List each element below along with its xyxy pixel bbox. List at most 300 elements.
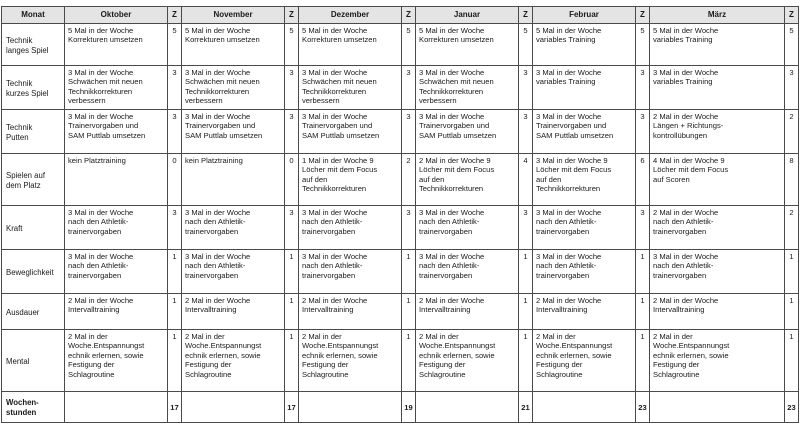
plan-cell-line: nach den Athletik- (302, 217, 363, 227)
plan-cell-line: SAM Puttlab umsetzen (185, 130, 263, 140)
row-label-line: Spielen auf (6, 170, 46, 180)
plan-cell (65, 330, 168, 392)
plan-cell-line: Intervalltraining (536, 305, 588, 315)
z-value: 3 (636, 66, 650, 110)
z-value: 0 (168, 154, 182, 206)
sum-empty-cell (650, 392, 785, 423)
plan-cell-line: Intervalltraining (302, 305, 354, 315)
header-z: Z (785, 7, 799, 24)
plan-cell-line: Trainervorgaben und (68, 121, 139, 131)
z-value: 4 (519, 154, 533, 206)
z-value: 3 (285, 206, 299, 250)
row-label (2, 250, 65, 294)
plan-cell-line: Technikkorrekturen (419, 184, 484, 194)
sum-empty-cell (533, 392, 636, 423)
plan-cell (182, 66, 285, 110)
plan-cell (299, 110, 402, 154)
sum-row (2, 392, 799, 423)
plan-cell (416, 154, 519, 206)
plan-cell-line: SAM Puttlab umsetzen (536, 130, 614, 140)
plan-cell-line: Festigung der (419, 360, 466, 370)
plan-cell-line: echnik erlernen, sowie (185, 350, 261, 360)
z-value: 1 (168, 330, 182, 392)
plan-cell-line: Technikkorrekturen (302, 184, 367, 194)
training-plan-table (1, 6, 799, 423)
plan-cell-line: trainervorgaben (185, 226, 239, 236)
plan-cell-line: auf Scoren (653, 174, 690, 184)
plan-cell (416, 206, 519, 250)
plan-cell-line: trainervorgaben (653, 226, 707, 236)
plan-cell-line: 2 Mal in der Woche (653, 112, 719, 121)
plan-cell-line: 3 Mal in der Woche (302, 112, 368, 121)
z-value: 3 (519, 66, 533, 110)
z-value: 5 (785, 24, 799, 66)
plan-cell-line: 3 Mal in der Woche (68, 208, 134, 217)
plan-cell-line: SAM Puttlab umsetzen (302, 130, 380, 140)
z-value: 0 (285, 154, 299, 206)
plan-cell (416, 66, 519, 110)
plan-cell-line: Löcher mit dem Focus (536, 165, 612, 175)
plan-cell-line: Schlagroutine (536, 369, 583, 379)
plan-cell-line: nach den Athletik- (419, 261, 480, 271)
plan-cell-line: 2 Mal in der (302, 332, 342, 341)
plan-cell-line: trainervorgaben (68, 226, 122, 236)
plan-cell-line: 3 Mal in der Woche (536, 68, 602, 77)
plan-cell-line: Intervalltraining (185, 305, 237, 315)
plan-cell-line: 5 Mal in der Woche (302, 26, 368, 35)
sum-empty-cell (299, 392, 402, 423)
row-label-line: Mental (6, 356, 30, 366)
plan-cell (416, 294, 519, 330)
plan-cell-line: Technikkorrekturen (302, 86, 367, 96)
plan-cell-line: Festigung der (302, 360, 349, 370)
plan-cell (416, 110, 519, 154)
plan-cell-line: nach den Athletik- (302, 261, 363, 271)
plan-cell-line: Technikkorrekturen (419, 86, 484, 96)
plan-cell-line: 3 Mal in der Woche (653, 68, 719, 77)
z-value: 1 (636, 250, 650, 294)
z-value: 1 (285, 294, 299, 330)
table-row (2, 110, 799, 154)
plan-cell (65, 24, 168, 66)
plan-cell-line: 3 Mal in der Woche (185, 208, 251, 217)
plan-cell-line: 2 Mal in der Woche (653, 296, 719, 305)
header-row (2, 7, 799, 24)
z-value: 1 (402, 330, 416, 392)
z-value: 2 (402, 154, 416, 206)
row-label (2, 294, 65, 330)
plan-cell-line: trainervorgaben (68, 270, 122, 280)
plan-cell (533, 294, 636, 330)
row-label-line: langes Spiel (6, 45, 49, 55)
row-label-line: kurzes Spiel (6, 88, 49, 98)
plan-cell-line: Woche.Entspannungst (68, 341, 145, 351)
plan-cell-line: Löcher mit dem Focus (653, 165, 729, 175)
plan-cell-line: nach den Athletik- (536, 217, 597, 227)
plan-cell-line: trainervorgaben (302, 226, 356, 236)
weekly-hours-total: 17 (168, 392, 182, 423)
plan-cell-line: 5 Mal in der Woche (185, 26, 251, 35)
z-value: 8 (785, 154, 799, 206)
sum-label-line: Wochen- (6, 398, 39, 408)
z-value: 3 (168, 110, 182, 154)
plan-cell-line: Schlagroutine (185, 369, 232, 379)
plan-cell-line: Schwächen mit neuen (68, 77, 143, 87)
z-value: 3 (402, 110, 416, 154)
row-label-line: Putten (6, 132, 29, 142)
plan-cell-line: Woche.Entspannungst (302, 341, 379, 351)
plan-cell-line: auf den (302, 174, 328, 184)
z-value: 1 (402, 294, 416, 330)
row-label (2, 110, 65, 154)
header-month-maerz: März (650, 7, 785, 24)
plan-cell-line: Intervalltraining (419, 305, 471, 315)
z-value: 3 (636, 206, 650, 250)
plan-cell-line: Intervalltraining (68, 305, 120, 315)
plan-cell-line: nach den Athletik- (185, 217, 246, 227)
plan-cell (65, 250, 168, 294)
sum-label (2, 392, 65, 423)
header-month-november: November (182, 7, 285, 24)
header-month-oktober: Oktober (65, 7, 168, 24)
table-row (2, 154, 799, 206)
row-label-line: Technik (6, 122, 33, 132)
header-month-februar: Februar (533, 7, 636, 24)
plan-cell-line: 2 Mal in der Woche (302, 296, 368, 305)
z-value: 3 (785, 66, 799, 110)
z-value: 1 (636, 294, 650, 330)
plan-cell-line: 1 Mal in der Woche 9 (302, 156, 374, 165)
plan-cell-line: trainervorgaben (419, 226, 473, 236)
plan-cell (299, 330, 402, 392)
table-body (2, 24, 799, 423)
z-value: 1 (519, 250, 533, 294)
plan-cell-line: 5 Mal in der Woche (68, 26, 134, 35)
plan-cell-line: kein Platztraining (185, 156, 243, 165)
plan-cell-line: nach den Athletik- (536, 261, 597, 271)
z-value: 3 (285, 66, 299, 110)
plan-cell-line: echnik erlernen, sowie (653, 350, 729, 360)
plan-cell (650, 24, 785, 66)
plan-cell-line: Intervalltraining (653, 305, 705, 315)
plan-cell-line: 3 Mal in der Woche (68, 252, 134, 261)
header-month-dezember: Dezember (299, 7, 402, 24)
plan-cell-line: 2 Mal in der Woche 9 (419, 156, 491, 165)
plan-cell-line: nach den Athletik- (185, 261, 246, 271)
plan-cell (182, 110, 285, 154)
plan-cell-line: Festigung der (185, 360, 232, 370)
z-value: 2 (785, 206, 799, 250)
plan-cell (416, 330, 519, 392)
plan-cell-line: Korrekturen umsetzen (185, 35, 260, 45)
plan-cell-line: verbessern (302, 96, 340, 106)
plan-cell-line: verbessern (68, 96, 106, 106)
plan-cell (182, 206, 285, 250)
plan-cell-line: verbessern (419, 96, 457, 106)
row-label-line: Technik (6, 78, 33, 88)
plan-cell-line: SAM Puttlab umsetzen (68, 130, 146, 140)
plan-cell-line: Festigung der (536, 360, 583, 370)
plan-cell-line: Längen + Richtungs- (653, 121, 724, 131)
weekly-hours-total: 21 (519, 392, 533, 423)
plan-cell-line: 3 Mal in der Woche (419, 68, 485, 77)
plan-cell-line: 3 Mal in der Woche (302, 208, 368, 217)
row-label-line: Technik (6, 35, 33, 45)
z-value: 5 (636, 24, 650, 66)
header-monat: Monat (2, 7, 65, 24)
plan-cell (533, 154, 636, 206)
plan-cell (299, 294, 402, 330)
table-row (2, 206, 799, 250)
plan-cell-line: 3 Mal in der Woche (185, 68, 251, 77)
plan-cell-line: 5 Mal in der Woche (653, 26, 719, 35)
row-label (2, 154, 65, 206)
plan-cell-line: 4 Mal in der Woche 9 (653, 156, 725, 165)
plan-cell (299, 250, 402, 294)
plan-cell-line: Woche.Entspannungst (536, 341, 613, 351)
plan-cell (65, 206, 168, 250)
plan-cell-line: 3 Mal in der Woche (302, 252, 368, 261)
plan-cell-line: trainervorgaben (536, 270, 590, 280)
header-z: Z (636, 7, 650, 24)
plan-cell-line: 2 Mal in der (536, 332, 576, 341)
plan-cell-line: variables Training (653, 77, 713, 87)
plan-cell (650, 66, 785, 110)
plan-cell-line: Woche.Entspannungst (419, 341, 496, 351)
plan-cell-line: kein Platztraining (68, 156, 126, 165)
plan-cell-line: Schlagroutine (653, 369, 700, 379)
z-value: 5 (285, 24, 299, 66)
plan-cell (299, 206, 402, 250)
plan-cell-line: 2 Mal in der Woche (68, 296, 134, 305)
sum-label-line: stunden (6, 408, 37, 417)
plan-cell-line: nach den Athletik- (68, 217, 129, 227)
z-value: 1 (402, 250, 416, 294)
plan-cell-line: Schwächen mit neuen (185, 77, 260, 87)
z-value: 1 (285, 330, 299, 392)
weekly-hours-total: 23 (785, 392, 799, 423)
z-value: 1 (785, 294, 799, 330)
weekly-hours-total: 17 (285, 392, 299, 423)
plan-cell-line: SAM Puttlab umsetzen (419, 130, 497, 140)
plan-cell-line: 3 Mal in der Woche (185, 112, 251, 121)
z-value: 5 (168, 24, 182, 66)
plan-cell-line: 2 Mal in der Woche (653, 208, 719, 217)
plan-cell (533, 250, 636, 294)
plan-cell-line: Trainervorgaben und (185, 121, 256, 131)
plan-cell (65, 294, 168, 330)
plan-cell-line: 3 Mal in der Woche (653, 252, 719, 261)
weekly-hours-total: 23 (636, 392, 650, 423)
plan-cell-line: echnik erlernen, sowie (68, 350, 144, 360)
table-row (2, 66, 799, 110)
plan-cell-line: Technikkorrekturen (185, 86, 250, 96)
plan-cell-line: echnik erlernen, sowie (419, 350, 495, 360)
plan-cell-line: Festigung der (653, 360, 700, 370)
table-row (2, 294, 799, 330)
plan-cell-line: verbessern (185, 96, 223, 106)
z-value: 1 (519, 294, 533, 330)
z-value: 5 (402, 24, 416, 66)
plan-cell (182, 24, 285, 66)
header-month-januar: Januar (416, 7, 519, 24)
table-row (2, 250, 799, 294)
plan-cell (416, 24, 519, 66)
plan-cell-line: Woche.Entspannungst (653, 341, 730, 351)
z-value: 3 (636, 110, 650, 154)
plan-cell-line: trainervorgaben (536, 226, 590, 236)
plan-cell-line: 3 Mal in der Woche (68, 68, 134, 77)
plan-cell-line: Korrekturen umsetzen (419, 35, 494, 45)
plan-cell (182, 330, 285, 392)
header-z: Z (285, 7, 299, 24)
plan-cell-line: 3 Mal in der Woche (536, 208, 602, 217)
plan-cell (533, 24, 636, 66)
z-value: 3 (519, 110, 533, 154)
plan-cell-line: nach den Athletik- (419, 217, 480, 227)
plan-cell-line: trainervorgaben (302, 270, 356, 280)
weekly-hours-total: 19 (402, 392, 416, 423)
plan-cell (299, 24, 402, 66)
plan-cell-line: 2 Mal in der (653, 332, 693, 341)
row-label (2, 66, 65, 110)
row-label-line: Beweglichkeit (6, 267, 54, 277)
plan-cell-line: Technikkorrekturen (68, 86, 133, 96)
plan-cell-line: 2 Mal in der Woche (185, 296, 251, 305)
plan-cell (650, 250, 785, 294)
plan-cell (182, 294, 285, 330)
plan-cell (650, 154, 785, 206)
plan-cell-line: 5 Mal in der Woche (419, 26, 485, 35)
sum-empty-cell (416, 392, 519, 423)
plan-cell-line: Trainervorgaben und (536, 121, 607, 131)
plan-cell (65, 154, 168, 206)
plan-cell (416, 250, 519, 294)
plan-cell (650, 294, 785, 330)
row-label (2, 24, 65, 66)
plan-cell-line: 3 Mal in der Woche (185, 252, 251, 261)
plan-cell (182, 250, 285, 294)
plan-cell-line: Technikkorrekturen (536, 184, 601, 194)
row-label (2, 330, 65, 392)
plan-cell-line: 2 Mal in der (185, 332, 225, 341)
plan-cell-line: 2 Mal in der Woche (419, 296, 485, 305)
table-row (2, 330, 799, 392)
z-value: 1 (285, 250, 299, 294)
z-value: 3 (402, 206, 416, 250)
plan-cell-line: Schwächen mit neuen (302, 77, 377, 87)
table-row (2, 24, 799, 66)
plan-cell-line: variables Training (536, 77, 596, 87)
plan-cell-line: nach den Athletik- (68, 261, 129, 271)
plan-cell-line: 3 Mal in der Woche (419, 208, 485, 217)
header-z: Z (168, 7, 182, 24)
z-value: 1 (168, 294, 182, 330)
plan-cell (650, 206, 785, 250)
plan-cell (65, 66, 168, 110)
z-value: 1 (519, 330, 533, 392)
plan-cell-line: Trainervorgaben und (302, 121, 373, 131)
plan-cell-line: 3 Mal in der Woche (536, 252, 602, 261)
plan-cell-line: echnik erlernen, sowie (536, 350, 612, 360)
plan-cell-line: Löcher mit dem Focus (419, 165, 495, 175)
z-value: 3 (519, 206, 533, 250)
plan-cell-line: trainervorgaben (653, 270, 707, 280)
row-label (2, 206, 65, 250)
z-value: 1 (785, 330, 799, 392)
plan-cell-line: 3 Mal in der Woche (536, 112, 602, 121)
z-value: 1 (636, 330, 650, 392)
plan-cell (650, 110, 785, 154)
plan-cell-line: 3 Mal in der Woche (302, 68, 368, 77)
plan-cell-line: Korrekturen umsetzen (302, 35, 377, 45)
plan-cell-line: trainervorgaben (419, 270, 473, 280)
plan-cell-line: 3 Mal in der Woche (419, 252, 485, 261)
plan-cell (533, 330, 636, 392)
plan-cell-line: kontrollübungen (653, 130, 708, 140)
row-label-line: Kraft (6, 223, 23, 233)
plan-cell (533, 66, 636, 110)
z-value: 1 (785, 250, 799, 294)
plan-cell-line: 2 Mal in der (68, 332, 108, 341)
plan-cell (533, 206, 636, 250)
header-z: Z (519, 7, 533, 24)
z-value: 3 (168, 206, 182, 250)
plan-cell-line: Schwächen mit neuen (419, 77, 494, 87)
z-value: 6 (636, 154, 650, 206)
plan-cell-line: 3 Mal in der Woche 9 (536, 156, 608, 165)
z-value: 2 (785, 110, 799, 154)
row-label-line: dem Platz (6, 180, 41, 190)
z-value: 1 (168, 250, 182, 294)
plan-cell-line: Schlagroutine (302, 369, 349, 379)
plan-cell-line: echnik erlernen, sowie (302, 350, 378, 360)
plan-cell-line: trainervorgaben (185, 270, 239, 280)
plan-cell (182, 154, 285, 206)
header-z: Z (402, 7, 416, 24)
z-value: 5 (519, 24, 533, 66)
plan-cell-line: 5 Mal in der Woche (536, 26, 602, 35)
z-value: 3 (402, 66, 416, 110)
plan-cell-line: Woche.Entspannungst (185, 341, 262, 351)
plan-cell-line: Schlagroutine (419, 369, 466, 379)
plan-cell-line: Schlagroutine (68, 369, 115, 379)
plan-cell-line: Löcher mit dem Focus (302, 165, 378, 175)
plan-cell-line: nach den Athletik- (653, 217, 714, 227)
plan-cell (299, 66, 402, 110)
plan-cell-line: Festigung der (68, 360, 115, 370)
z-value: 3 (168, 66, 182, 110)
plan-cell-line: Trainervorgaben und (419, 121, 490, 131)
plan-cell-line: variables Training (653, 35, 713, 45)
plan-cell-line: 2 Mal in der Woche (536, 296, 602, 305)
plan-cell (65, 110, 168, 154)
plan-cell (650, 330, 785, 392)
sum-empty-cell (65, 392, 168, 423)
plan-cell-line: auf den (536, 174, 562, 184)
plan-cell-line: Korrekturen umsetzen (68, 35, 143, 45)
plan-cell (533, 110, 636, 154)
row-label-line: Ausdauer (6, 307, 40, 317)
plan-cell-line: variables Training (536, 35, 596, 45)
plan-cell (299, 154, 402, 206)
plan-cell-line: 3 Mal in der Woche (68, 112, 134, 121)
plan-cell-line: 2 Mal in der (419, 332, 459, 341)
plan-cell-line: 3 Mal in der Woche (419, 112, 485, 121)
z-value: 3 (285, 110, 299, 154)
plan-cell-line: nach den Athletik- (653, 261, 714, 271)
plan-cell-line: auf den (419, 174, 445, 184)
